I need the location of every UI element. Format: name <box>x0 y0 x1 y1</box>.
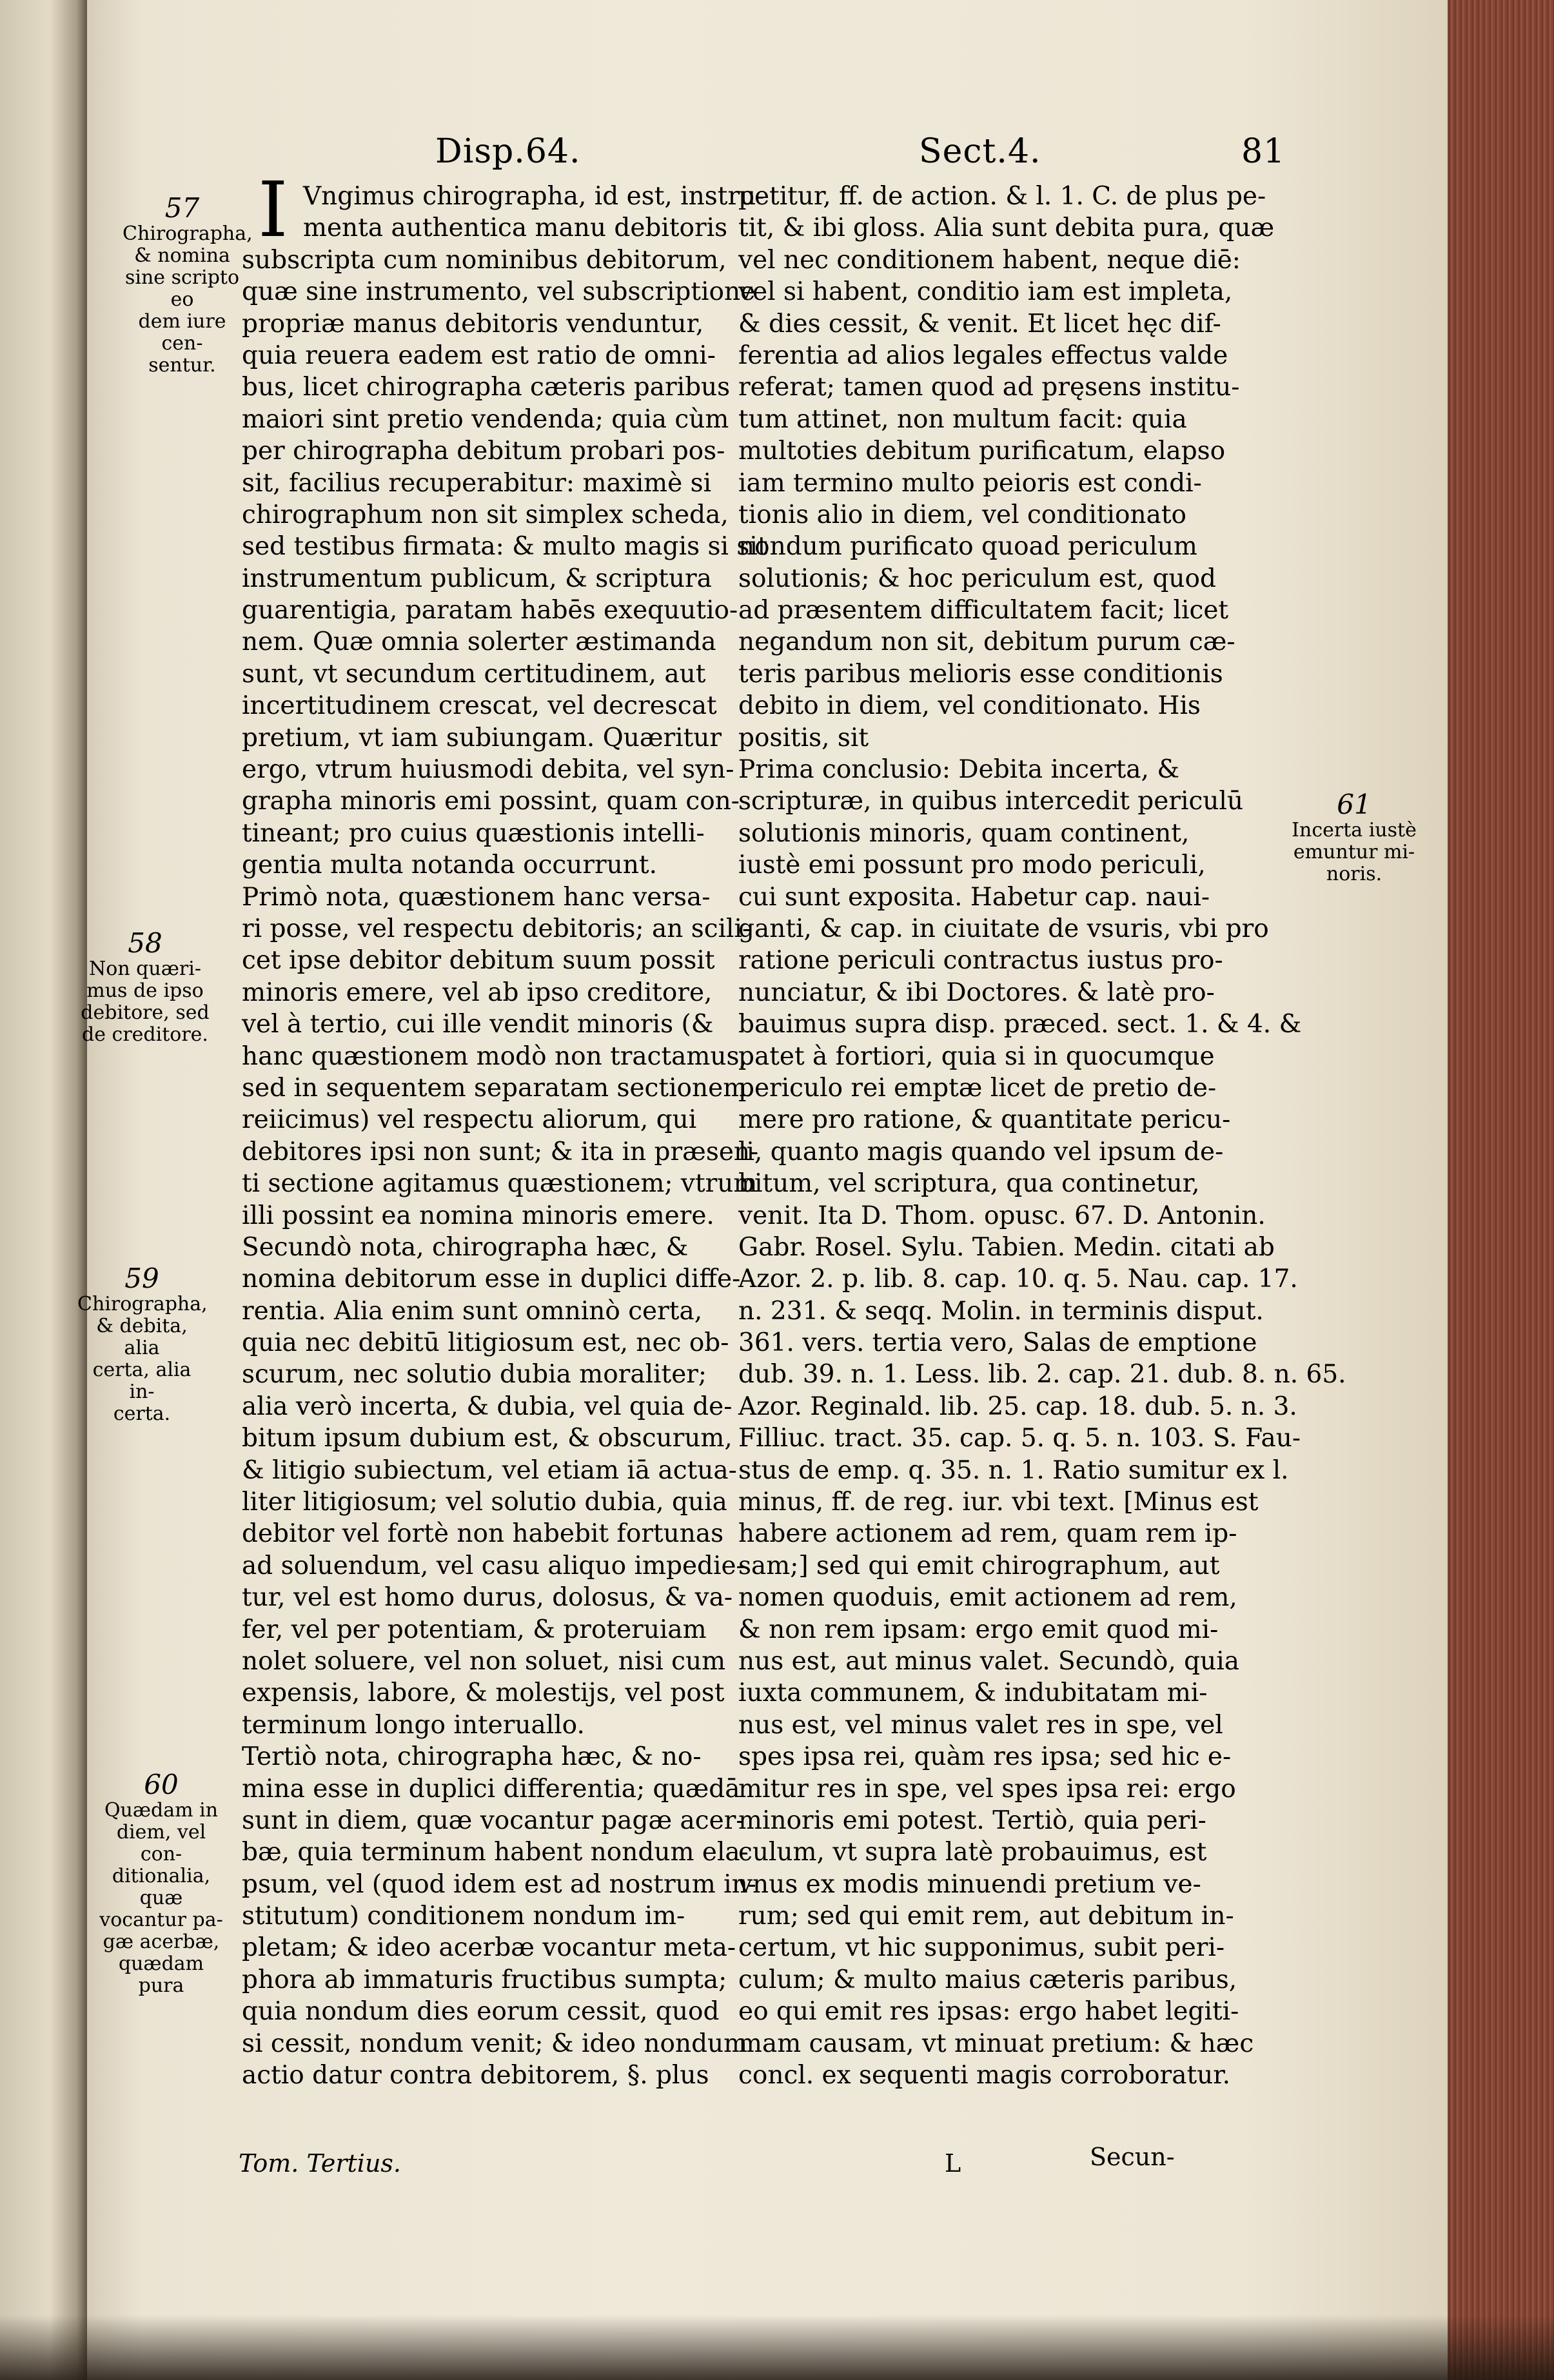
margin-note-line: certa. <box>113 1402 171 1425</box>
margin-note-line: emuntur mi- <box>1293 841 1415 863</box>
text-line: quæ sine instrumento, vel subscriptione <box>242 277 756 307</box>
margin-note-number: 60 <box>144 1769 179 1800</box>
margin-note-58 <box>77 929 213 1046</box>
text-line: positis, sit <box>738 723 869 752</box>
text-line: debitores ipsi non sunt; & ita in præsen- <box>242 1137 759 1166</box>
text-line: referat; tamen quod ad pręsens institu- <box>738 373 1240 402</box>
text-line: habere actionem ad rem, quam rem ip- <box>738 1519 1237 1549</box>
volume-signature: Tom. Tertius. <box>239 2149 401 2178</box>
margin-note-line: sentur. <box>148 354 216 377</box>
text-line: Prima conclusio: Debita incerta, & <box>738 755 1180 785</box>
text-line: illi possint ea nomina minoris emere. <box>242 1201 714 1230</box>
text-line: minus, ff. de reg. iur. vbi text. [Minus est <box>738 1488 1259 1517</box>
margin-note-line: Incerta iustè <box>1292 819 1417 841</box>
text-line: quia nec debitū litigiosum est, nec ob- <box>242 1328 729 1358</box>
text-line: nomen quoduis, emit actionem ad rem, <box>738 1583 1237 1613</box>
text-line: ti sectione agitamus quæstionem; vtrum <box>242 1169 758 1199</box>
drop-capital: I <box>258 165 288 254</box>
text-line: debitor vel fortè non habebit fortunas <box>242 1519 724 1549</box>
text-line: vel à tertio, cui ille vendit minoris (& <box>242 1010 714 1039</box>
text-line: tum attinet, non multum facit: quia <box>738 404 1187 434</box>
text-line: tur, vel est homo durus, dolosus, & va- <box>242 1583 733 1613</box>
text-line: culum; & multo maius cæteris paribus, <box>738 1965 1237 1994</box>
text-line: concl. ex sequenti magis corroboratur. <box>738 2061 1230 2090</box>
margin-note-line: noris. <box>1326 863 1382 885</box>
text-line: menta authentica manu debitoris <box>303 213 728 243</box>
text-line: tionis alio in diem, vel conditionato <box>738 500 1186 529</box>
running-head-section: Sect.4. <box>919 132 1041 171</box>
text-line: Azor. Reginald. lib. 25. cap. 18. dub. 5. n. 3. <box>738 1392 1297 1421</box>
text-line: rentia. Alia enim sunt omninò certa, <box>242 1296 703 1326</box>
text-line: ri posse, vel respectu debitoris; an scili- <box>242 914 751 943</box>
text-line: sed testibus firmata: & multo magis si sit <box>242 532 768 562</box>
text-line: actio datur contra debitorem, §. plus <box>242 2061 709 2090</box>
text-line: cui sunt exposita. Habetur cap. naui- <box>738 882 1210 912</box>
margin-note-line: Chirographa, <box>123 222 253 245</box>
text-line: certum, vt hic supponimus, subit peri- <box>738 1933 1225 1963</box>
text-line: li, quanto magis quando vel ipsum de- <box>738 1137 1224 1166</box>
margin-note-line: ditionalia, quæ <box>112 1865 211 1909</box>
text-line: culum, vt supra latè probauimus, est <box>738 1838 1207 1867</box>
text-line: si cessit, nondum venit; & ideo nondum <box>242 2029 748 2058</box>
text-line: rum; sed qui emit rem, aut debitum in- <box>738 1902 1234 1931</box>
margin-note-line: sine scripto eo <box>124 266 240 311</box>
text-line: vel si habent, conditio iam est impleta, <box>738 277 1233 307</box>
text-line: Secundò nota, chirographa hæc, & <box>242 1232 689 1262</box>
text-line: subscripta cum nominibus debitorum, <box>242 245 727 275</box>
text-line: solutionis; & hoc periculum est, quod <box>738 564 1216 593</box>
text-line: vel nec conditionem habent, neque diē: <box>738 245 1241 275</box>
margin-note-line: Chirographa, <box>77 1293 208 1315</box>
text-line: iustè emi possunt pro modo periculi, <box>738 851 1206 880</box>
text-line: nolet soluere, vel non soluet, nisi cum <box>242 1646 726 1676</box>
text-line: 361. vers. tertia vero, Salas de emptione <box>738 1328 1257 1358</box>
text-line: ad præsentem difficultatem facit; licet <box>738 596 1229 625</box>
margin-note-61 <box>1277 790 1431 885</box>
margin-note-line: mus de ipso <box>86 979 204 1002</box>
margin-note-line: Quædam in <box>104 1799 219 1822</box>
text-line: nondum purificato quoad periculum <box>738 532 1197 562</box>
text-line: psum, vel (quod idem est ad nostrum in- <box>242 1869 756 1899</box>
bottom-shadow <box>0 2315 1554 2380</box>
text-line: venit. Ita D. Thom. opusc. 67. D. Antonin. <box>738 1201 1266 1230</box>
text-line: & litigio subiectum, vel etiam iā actua- <box>242 1455 737 1485</box>
text-line: nem. Quæ omnia solerter æstimanda <box>242 627 716 657</box>
text-line: sam;] sed qui emit chirographum, aut <box>738 1551 1220 1580</box>
text-line: incertitudinem crescat, vel decrescat <box>242 691 717 721</box>
margin-note-line: debitore, sed <box>81 1001 210 1024</box>
text-line: & dies cessit, & venit. Et licet hęc dif- <box>738 309 1221 339</box>
text-line: sed in sequentem separatam sectionem <box>242 1073 747 1103</box>
text-line: mina esse in duplici differentia; quædā <box>242 1774 740 1804</box>
text-line: pretium, vt iam subiungam. Quæritur <box>242 723 722 752</box>
text-line: bitum ipsum dubium est, & obscurum, <box>242 1424 733 1453</box>
text-line: hanc quæstionem modò non tractamus, <box>242 1041 747 1071</box>
margin-note-line: vocantur pa- <box>99 1909 223 1931</box>
margin-note-line: quædam pura <box>118 1952 204 1997</box>
text-line: patet à fortiori, quia si in quocumque <box>738 1041 1215 1071</box>
text-line: ferentia ad alios legales effectus valde <box>738 340 1228 370</box>
text-line: scripturæ, in quibus intercedit periculū <box>738 787 1243 816</box>
text-line: phora ab immaturis fructibus sumpta; <box>242 1965 727 1994</box>
text-line: maiori sint pretio vendenda; quia cùm <box>242 404 729 434</box>
text-line: bitum, vel scriptura, qua continetur, <box>738 1169 1200 1199</box>
margin-note-line: Non quæri- <box>89 958 201 980</box>
text-line: alia verò incerta, & dubia, vel quia de- <box>242 1392 733 1421</box>
text-line: ganti, & cap. in ciuitate de vsuris, vbi pro <box>738 914 1269 943</box>
text-line: nus est, aut minus valet. Secundò, quia <box>738 1646 1239 1676</box>
text-line: stitutum) conditionem nondum im- <box>242 1902 685 1931</box>
margin-note-line: de creditore. <box>82 1023 208 1046</box>
text-line: fer, vel per potentiam, & proteruiam <box>242 1615 707 1644</box>
margin-note-59 <box>77 1264 206 1425</box>
text-line: Gabr. Rosel. Sylu. Tabien. Medin. citati ab <box>738 1232 1275 1262</box>
text-line: n. 231. & seqq. Molin. in terminis disput. <box>738 1296 1264 1326</box>
text-line: instrumentum publicum, & scriptura <box>242 564 712 593</box>
text-line: teris paribus melioris esse conditionis <box>738 659 1223 689</box>
text-line: gentia multa notanda occurrunt. <box>242 851 657 880</box>
margin-note-57 <box>123 192 253 377</box>
margin-note-60 <box>97 1770 226 1997</box>
text-line: propriæ manus debitoris venduntur, <box>242 309 704 339</box>
text-line: ergo, vtrum huiusmodi debita, vel syn- <box>242 755 734 785</box>
text-line: mitur res in spe, vel spes ipsa rei: ergo <box>738 1774 1236 1804</box>
text-line: Primò nota, quæstionem hanc versa- <box>242 882 711 912</box>
text-line: multoties debitum purificatum, elapso <box>738 437 1226 466</box>
catchword: Secun- <box>1090 2143 1175 2171</box>
text-line: chirographum non sit simplex scheda, <box>242 500 729 529</box>
text-line: grapha minoris emi possint, quam con- <box>242 787 740 816</box>
text-line: iam termino multo peioris est condi- <box>738 468 1202 498</box>
text-line: liter litigiosum; vel solutio dubia, quia <box>242 1488 727 1517</box>
text-line: solutionis minoris, quam continent, <box>738 818 1190 848</box>
text-line: bauimus supra disp. præced. sect. 1. & 4. & <box>738 1010 1302 1039</box>
running-head-disputation: Disp.64. <box>435 132 581 171</box>
text-line: nomina debitorum esse in duplici diffe- <box>242 1264 741 1294</box>
margin-note-line: & nomina <box>134 244 230 267</box>
text-line: iuxta communem, & indubitatam mi- <box>738 1678 1208 1708</box>
text-line: quia nondum dies eorum cessit, quod <box>242 1997 720 2027</box>
text-line: stus de emp. q. 35. n. 1. Ratio sumitur ex l. <box>738 1455 1289 1485</box>
text-line: spes ipsa rei, quàm res ipsa; sed hic e- <box>738 1742 1232 1772</box>
text-line: negandum non sit, debitum purum cæ- <box>738 627 1235 657</box>
text-line: pletam; & ideo acerbæ vocantur meta- <box>242 1933 736 1963</box>
margin-note-number: 58 <box>128 927 162 959</box>
text-line: tineant; pro cuius quæstionis intelli- <box>242 818 705 848</box>
margin-note-line: diem, vel con- <box>116 1821 206 1865</box>
text-line: nus est, vel minus valet res in spe, vel <box>738 1710 1223 1740</box>
page-number: 81 <box>1241 132 1286 171</box>
text-line: quia reuera eadem est ratio de omni- <box>242 340 716 370</box>
text-line: Azor. 2. p. lib. 8. cap. 10. q. 5. Nau. cap. 17. <box>738 1264 1298 1294</box>
text-line: terminum longo interuallo. <box>242 1710 585 1740</box>
text-line: nunciatur, & ibi Doctores. & latè pro- <box>738 978 1215 1007</box>
text-line: eo qui emit res ipsas: ergo habet legiti- <box>738 1997 1239 2027</box>
text-line: minoris emi potest. Tertiò, quia peri- <box>738 1805 1206 1835</box>
text-line: bus, licet chirographa cæteris paribus <box>242 373 731 402</box>
text-line: periculo rei emptæ licet de pretio de- <box>738 1073 1217 1103</box>
text-line: reiicimus) vel respectu aliorum, qui <box>242 1105 697 1135</box>
text-line: ratione periculi contractus iustus pro- <box>738 946 1223 976</box>
text-line: cet ipse debitor debitum suum possit <box>242 946 715 976</box>
text-line: debito in diem, vel conditionato. His <box>738 691 1201 721</box>
text-line: petitur, ff. de action. & l. 1. C. de plus pe- <box>738 182 1266 211</box>
text-line: & non rem ipsam: ergo emit quod mi- <box>738 1615 1219 1644</box>
text-line: Tertiò nota, chirographa hæc, & no- <box>242 1742 702 1772</box>
margin-note-line: certa, alia in- <box>92 1359 192 1403</box>
margin-note-number: 59 <box>124 1263 159 1294</box>
text-line: sunt, vt secundum certitudinem, aut <box>242 659 706 689</box>
text-column-right <box>738 181 1346 2091</box>
text-line: mam causam, vt minuat pretium: & hæc <box>738 2029 1254 2058</box>
facing-page-edge <box>0 0 90 2380</box>
text-line: tit, & ibi gloss. Alia sunt debita pura, quæ <box>738 213 1275 243</box>
text-line: Filliuc. tract. 35. cap. 5. q. 5. n. 103. S. Fau- <box>738 1424 1301 1453</box>
margin-note-number: 61 <box>1337 789 1372 820</box>
text-line: bæ, quia terminum habent nondum ela- <box>242 1838 749 1867</box>
text-line: dub. 39. n. 1. Less. lib. 2. cap. 21. dub. 8. n. 65. <box>738 1360 1346 1390</box>
text-column-left <box>242 181 768 2091</box>
text-line: vnus ex modis minuendi pretium ve- <box>738 1869 1201 1899</box>
margin-note-number: 57 <box>164 192 200 224</box>
text-line: Vngimus chirographa, id est, instru- <box>303 182 765 211</box>
text-line: sit, facilius recuperabitur: maximè si <box>242 468 712 498</box>
text-line: sunt in diem, quæ vocantur pagæ acer- <box>242 1805 745 1835</box>
text-line: per chirographa debitum probari pos- <box>242 437 725 466</box>
margin-note-line: gæ acerbæ, <box>103 1931 220 1953</box>
text-line: guarentigia, paratam habēs exequutio- <box>242 596 738 625</box>
text-line: mere pro ratione, & quantitate pericu- <box>738 1105 1231 1135</box>
text-line: ad soluendum, vel casu aliquo impedie- <box>242 1551 745 1580</box>
page-fore-edge <box>1448 0 1554 2380</box>
text-line: minoris emere, vel ab ipso creditore, <box>242 978 713 1007</box>
margin-note-line: dem iure cen- <box>138 310 226 355</box>
text-line: expensis, labore, & molestijs, vel post <box>242 1678 725 1708</box>
margin-note-line: & debita, alia <box>96 1315 188 1359</box>
text-line: scurum, nec solutio dubia moraliter; <box>242 1360 707 1390</box>
gathering-signature: L <box>945 2149 961 2178</box>
